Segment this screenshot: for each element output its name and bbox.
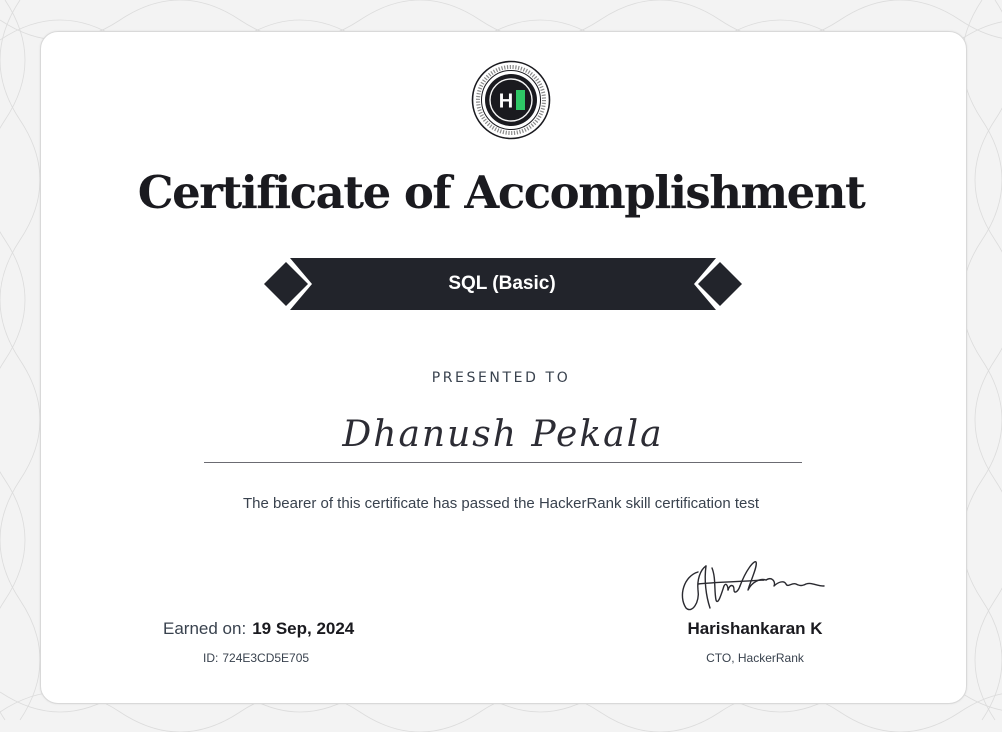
- earned-label: Earned on:: [163, 619, 247, 638]
- earned-on: [163, 619, 354, 639]
- id-value: 724E3CD5E705: [222, 651, 310, 665]
- certificate-title: Certificate of Accomplishment: [137, 166, 865, 219]
- name-underline: [204, 462, 802, 463]
- skill-label: SQL (Basic): [448, 273, 556, 294]
- logo-letter: H: [498, 90, 514, 113]
- certificate-id: [203, 651, 309, 665]
- recipient-name: Dhanush Pekala: [342, 414, 664, 455]
- earned-date: 19 Sep, 2024: [252, 619, 355, 638]
- signer-name: Harishankaran K: [687, 619, 823, 638]
- id-label: ID:: [203, 651, 219, 665]
- certificate-description: The bearer of this certificate has passed the HackerRank skill certification test: [242, 495, 760, 512]
- signer-title: CTO, HackerRank: [706, 651, 804, 665]
- signature-icon: [676, 556, 832, 616]
- presented-to-label: PRESENTED TO: [431, 370, 571, 386]
- hackerrank-seal-icon: [471, 60, 551, 140]
